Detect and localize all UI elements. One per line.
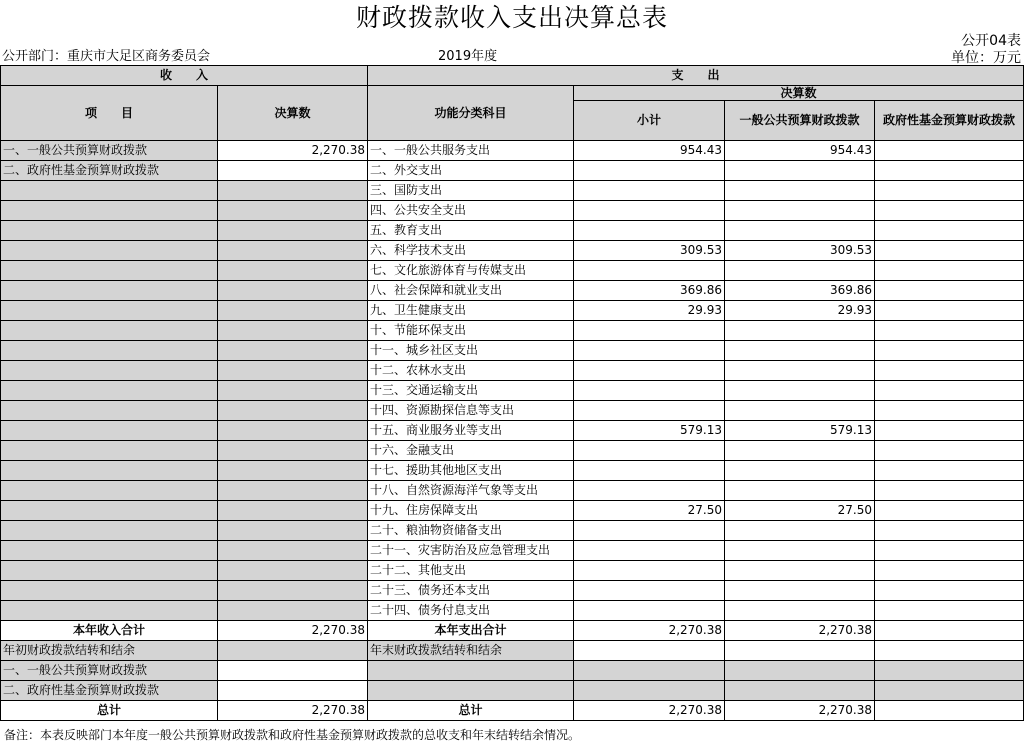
subtotal-cell <box>574 181 725 201</box>
category-cell: 十七、援助其他地区支出 <box>368 461 574 481</box>
income-item-cell <box>1 381 218 401</box>
grand-total-fund <box>875 701 1024 721</box>
income-item-cell <box>1 181 218 201</box>
category-cell: 九、卫生健康支出 <box>368 301 574 321</box>
general-cell: 954.43 <box>725 141 875 161</box>
general-cell <box>725 221 875 241</box>
category-cell: 一、一般公共服务支出 <box>368 141 574 161</box>
carryover-general-spacer <box>368 661 574 681</box>
table-row <box>1 581 1024 601</box>
carryover-fund-row <box>1 681 1024 701</box>
fund-cell <box>875 581 1024 601</box>
amount-header: 决算数 <box>218 86 368 141</box>
expense-total-fund <box>875 621 1024 641</box>
table-row <box>1 521 1024 541</box>
header-row-2 <box>1 86 1024 101</box>
subtotal-cell <box>574 561 725 581</box>
table-row <box>1 141 1024 161</box>
general-cell: 309.53 <box>725 241 875 261</box>
income-amount-cell <box>218 241 368 261</box>
category-cell: 二十二、其他支出 <box>368 561 574 581</box>
income-amount-cell: 2,270.38 <box>218 141 368 161</box>
subtotal-cell <box>574 261 725 281</box>
carryover-general-amount <box>218 661 368 681</box>
category-cell: 二十、粮油物资储备支出 <box>368 521 574 541</box>
income-amount-cell <box>218 381 368 401</box>
table-code: 公开04表 <box>961 33 1021 49</box>
expense-header: 支 出 <box>368 66 1024 86</box>
income-item-cell <box>1 501 218 521</box>
subtotal-cell <box>574 541 725 561</box>
fund-cell <box>875 201 1024 221</box>
year-label: 2019年度 <box>438 49 498 64</box>
carryover-end-fund <box>875 641 1024 661</box>
general-cell <box>725 161 875 181</box>
income-amount-cell <box>218 161 368 181</box>
table-row <box>1 241 1024 261</box>
table-row <box>1 201 1024 221</box>
fund-cell <box>875 601 1024 621</box>
table-row <box>1 481 1024 501</box>
subtotal-header: 小计 <box>574 101 725 141</box>
income-amount-cell <box>218 341 368 361</box>
grand-total-general: 2,270.38 <box>725 701 875 721</box>
general-cell <box>725 201 875 221</box>
fund-cell <box>875 241 1024 261</box>
income-item-cell <box>1 561 218 581</box>
general-cell <box>725 481 875 501</box>
subtotal-cell: 579.13 <box>574 421 725 441</box>
income-amount-cell <box>218 281 368 301</box>
general-cell: 369.86 <box>725 281 875 301</box>
department-label: 公开部门：重庆市大足区商务委员会 <box>2 49 211 64</box>
income-amount-cell <box>218 401 368 421</box>
general-cell <box>725 261 875 281</box>
table-row <box>1 561 1024 581</box>
income-amount-cell <box>218 481 368 501</box>
table-row <box>1 601 1024 621</box>
category-cell: 二、外交支出 <box>368 161 574 181</box>
subtotal-cell <box>574 381 725 401</box>
subtotal-cell: 309.53 <box>574 241 725 261</box>
income-item-cell <box>1 461 218 481</box>
table-row <box>1 501 1024 521</box>
fund-cell <box>875 321 1024 341</box>
table-row <box>1 301 1024 321</box>
subtotal-cell <box>574 481 725 501</box>
table-body <box>1 141 1024 621</box>
subtotal-cell: 954.43 <box>574 141 725 161</box>
income-amount-cell <box>218 361 368 381</box>
subtotal-cell <box>574 201 725 221</box>
category-cell: 十一、城乡社区支出 <box>368 341 574 361</box>
income-item-cell <box>1 481 218 501</box>
subtotal-cell <box>574 361 725 381</box>
income-amount-cell <box>218 561 368 581</box>
header-row-1 <box>1 66 1024 86</box>
budget-table <box>0 65 1024 721</box>
subtotal-cell <box>574 581 725 601</box>
income-item-cell <box>1 541 218 561</box>
table-row <box>1 421 1024 441</box>
fund-cell <box>875 521 1024 541</box>
carryover-general-label: 一、一般公共预算财政拨款 <box>1 661 218 681</box>
general-cell <box>725 401 875 421</box>
grand-total-income-amount: 2,270.38 <box>218 701 368 721</box>
general-cell: 27.50 <box>725 501 875 521</box>
expense-total-general: 2,270.38 <box>725 621 875 641</box>
fund-cell <box>875 501 1024 521</box>
fund-header: 政府性基金预算财政拨款 <box>875 101 1024 141</box>
category-header: 功能分类科目 <box>368 86 574 141</box>
category-cell: 十三、交通运输支出 <box>368 381 574 401</box>
total-row <box>1 621 1024 641</box>
general-cell <box>725 321 875 341</box>
category-cell: 六、科学技术支出 <box>368 241 574 261</box>
grand-total-income-label: 总计 <box>1 701 218 721</box>
general-cell <box>725 581 875 601</box>
income-header: 收 入 <box>1 66 368 86</box>
category-cell: 十二、农林水支出 <box>368 361 574 381</box>
fund-cell <box>875 541 1024 561</box>
page-title: 财政拨款收入支出决算总表 <box>355 3 668 32</box>
income-amount-cell <box>218 541 368 561</box>
general-cell: 29.93 <box>725 301 875 321</box>
carryover-end-subtotal <box>574 641 725 661</box>
general-cell <box>725 181 875 201</box>
subtotal-cell: 369.86 <box>574 281 725 301</box>
income-amount-cell <box>218 321 368 341</box>
fund-cell <box>875 261 1024 281</box>
income-amount-cell <box>218 301 368 321</box>
spacer-cell <box>875 681 1024 701</box>
income-amount-cell <box>218 461 368 481</box>
table-row <box>1 341 1024 361</box>
table-row <box>1 181 1024 201</box>
fund-cell <box>875 341 1024 361</box>
subtotal-cell: 27.50 <box>574 501 725 521</box>
income-item-cell <box>1 281 218 301</box>
income-item-cell: 二、政府性基金预算财政拨款 <box>1 161 218 181</box>
category-cell: 十六、金融支出 <box>368 441 574 461</box>
table-footer <box>1 621 1024 721</box>
table-row <box>1 161 1024 181</box>
general-cell <box>725 361 875 381</box>
category-cell: 十、节能环保支出 <box>368 321 574 341</box>
carryover-general-row <box>1 661 1024 681</box>
income-item-cell: 一、一般公共预算财政拨款 <box>1 141 218 161</box>
carryover-end-general <box>725 641 875 661</box>
expense-total-subtotal: 2,270.38 <box>574 621 725 641</box>
fund-cell <box>875 561 1024 581</box>
fund-cell <box>875 461 1024 481</box>
general-cell <box>725 521 875 541</box>
category-cell: 十五、商业服务业等支出 <box>368 421 574 441</box>
grand-total-expense-label: 总计 <box>368 701 574 721</box>
income-item-cell <box>1 261 218 281</box>
income-amount-cell <box>218 501 368 521</box>
income-item-cell <box>1 341 218 361</box>
fund-cell <box>875 161 1024 181</box>
income-item-cell <box>1 521 218 541</box>
income-item-cell <box>1 321 218 341</box>
fund-cell <box>875 301 1024 321</box>
category-cell: 八、社会保障和就业支出 <box>368 281 574 301</box>
table-row <box>1 361 1024 381</box>
general-header: 一般公共预算财政拨款 <box>725 101 875 141</box>
income-item-cell <box>1 201 218 221</box>
category-cell: 二十四、债务付息支出 <box>368 601 574 621</box>
general-cell <box>725 461 875 481</box>
income-amount-cell <box>218 581 368 601</box>
spacer-cell <box>725 661 875 681</box>
general-cell <box>725 541 875 561</box>
fund-cell <box>875 381 1024 401</box>
final-header: 决算数 <box>574 86 1024 101</box>
subtotal-cell <box>574 601 725 621</box>
general-cell <box>725 441 875 461</box>
fund-cell <box>875 181 1024 201</box>
income-item-cell <box>1 401 218 421</box>
category-cell: 二十三、债务还本支出 <box>368 581 574 601</box>
carryover-fund-spacer <box>368 681 574 701</box>
table-row <box>1 461 1024 481</box>
category-cell: 三、国防支出 <box>368 181 574 201</box>
income-amount-cell <box>218 521 368 541</box>
income-amount-cell <box>218 601 368 621</box>
income-total-label: 本年收入合计 <box>1 621 218 641</box>
general-cell <box>725 561 875 581</box>
fund-cell <box>875 361 1024 381</box>
income-total-amount: 2,270.38 <box>218 621 368 641</box>
fund-cell <box>875 221 1024 241</box>
expense-total-label: 本年支出合计 <box>368 621 574 641</box>
fund-cell <box>875 401 1024 421</box>
item-header: 项 目 <box>1 86 218 141</box>
income-amount-cell <box>218 441 368 461</box>
grand-total-row <box>1 701 1024 721</box>
income-item-cell <box>1 221 218 241</box>
unit-label: 单位：万元 <box>951 50 1021 66</box>
table-row <box>1 381 1024 401</box>
grand-total-subtotal: 2,270.38 <box>574 701 725 721</box>
subtotal-cell <box>574 221 725 241</box>
fund-cell <box>875 421 1024 441</box>
carryover-row <box>1 641 1024 661</box>
table-row <box>1 261 1024 281</box>
fund-cell <box>875 281 1024 301</box>
category-cell: 十九、住房保障支出 <box>368 501 574 521</box>
general-cell <box>725 381 875 401</box>
general-cell <box>725 601 875 621</box>
income-item-cell <box>1 421 218 441</box>
subtotal-cell <box>574 161 725 181</box>
income-amount-cell <box>218 181 368 201</box>
category-cell: 四、公共安全支出 <box>368 201 574 221</box>
subtotal-cell: 29.93 <box>574 301 725 321</box>
fund-cell <box>875 141 1024 161</box>
income-item-cell <box>1 301 218 321</box>
income-item-cell <box>1 601 218 621</box>
table-row <box>1 221 1024 241</box>
subtotal-cell <box>574 441 725 461</box>
carryover-end-label: 年末财政拨款结转和结余 <box>368 641 574 661</box>
category-cell: 二十一、灾害防治及应急管理支出 <box>368 541 574 561</box>
subtotal-cell <box>574 341 725 361</box>
footnote: 备注：本表反映部门本年度一般公共预算财政拨款和政府性基金预算财政拨款的总收支和年末结转结余情况。 <box>4 728 581 742</box>
general-cell <box>725 341 875 361</box>
category-cell: 十四、资源勘探信息等支出 <box>368 401 574 421</box>
income-amount-cell <box>218 421 368 441</box>
table-row <box>1 541 1024 561</box>
income-item-cell <box>1 581 218 601</box>
subtotal-cell <box>574 461 725 481</box>
carryover-begin-label: 年初财政拨款结转和结余 <box>1 641 218 661</box>
income-item-cell <box>1 361 218 381</box>
spacer-cell <box>574 661 725 681</box>
carryover-fund-amount <box>218 681 368 701</box>
carryover-fund-label: 二、政府性基金预算财政拨款 <box>1 681 218 701</box>
subtotal-cell <box>574 321 725 341</box>
table-row <box>1 281 1024 301</box>
income-amount-cell <box>218 221 368 241</box>
carryover-begin-amount <box>218 641 368 661</box>
income-item-cell <box>1 241 218 261</box>
income-item-cell <box>1 441 218 461</box>
spacer-cell <box>574 681 725 701</box>
table-row <box>1 321 1024 341</box>
fund-cell <box>875 441 1024 461</box>
category-cell: 五、教育支出 <box>368 221 574 241</box>
spacer-cell <box>725 681 875 701</box>
fund-cell <box>875 481 1024 501</box>
income-amount-cell <box>218 261 368 281</box>
table-row <box>1 401 1024 421</box>
income-amount-cell <box>218 201 368 221</box>
table-row <box>1 441 1024 461</box>
spacer-cell <box>875 661 1024 681</box>
general-cell: 579.13 <box>725 421 875 441</box>
category-cell: 十八、自然资源海洋气象等支出 <box>368 481 574 501</box>
subtotal-cell <box>574 401 725 421</box>
category-cell: 七、文化旅游体育与传媒支出 <box>368 261 574 281</box>
subtotal-cell <box>574 521 725 541</box>
